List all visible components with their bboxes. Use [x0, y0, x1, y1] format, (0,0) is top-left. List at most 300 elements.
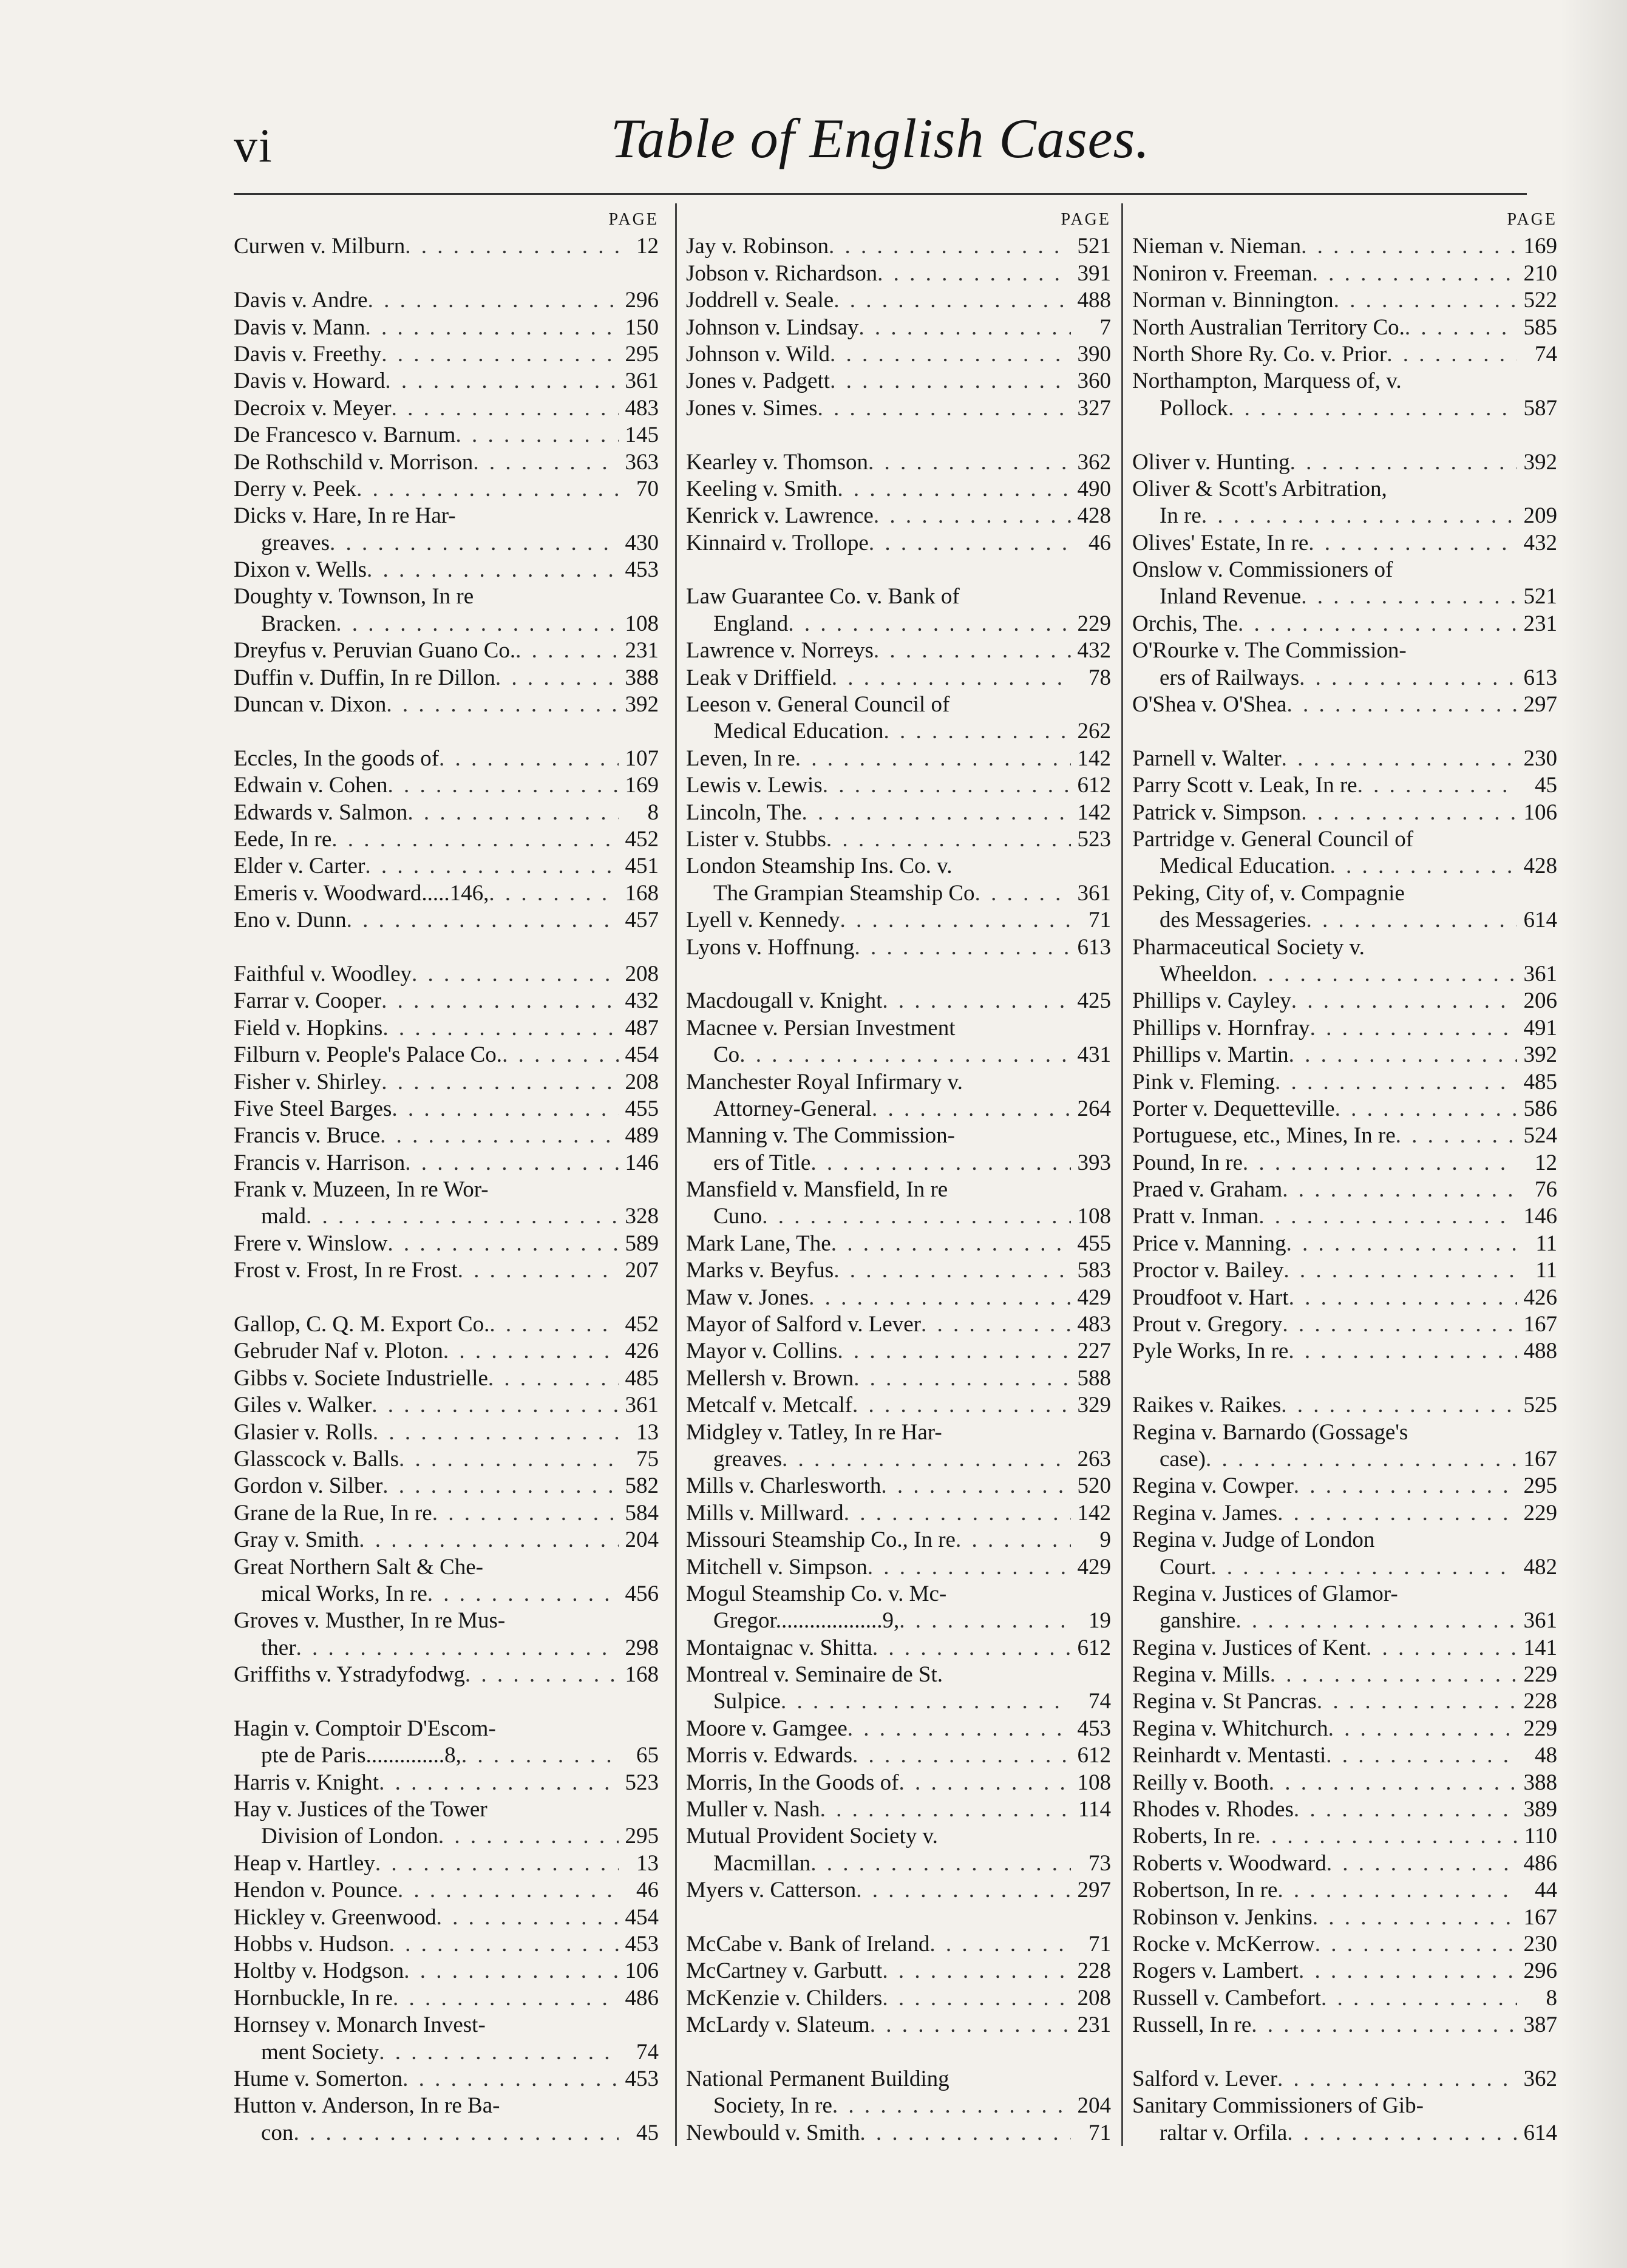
- case-entry: [686, 1365, 1111, 1392]
- case-entry: [686, 1716, 1111, 1742]
- leader-dots: [403, 2066, 619, 2093]
- section-gap: [686, 422, 1111, 449]
- case-entry: [686, 1419, 1111, 1446]
- case-entry: [234, 988, 659, 1014]
- case-name: Hornsey v. Monarch Invest-: [234, 2012, 486, 2038]
- case-name: Pink v. Fleming: [1132, 1069, 1275, 1095]
- page-column-label: PAGE: [1507, 210, 1557, 229]
- case-entry: [1132, 1257, 1557, 1284]
- case-name: Glasier v. Rolls: [234, 1419, 373, 1445]
- page-reference: 453: [625, 1932, 659, 1957]
- leader-dots: [1317, 1688, 1517, 1715]
- case-name: ers of Railways: [1160, 665, 1300, 690]
- case-entry: [1132, 691, 1557, 718]
- leader-dots: [881, 1473, 1071, 1499]
- page-reference: 231: [625, 638, 659, 664]
- case-name: National Permanent Building: [686, 2066, 949, 2091]
- leader-dots: [921, 1311, 1071, 1338]
- page-reference: 485: [625, 1365, 659, 1391]
- case-entry: [686, 1096, 1111, 1122]
- page-reference: 230: [1523, 745, 1557, 771]
- page-reference: 612: [1077, 1635, 1111, 1660]
- case-name: O'Rourke v. The Commission-: [1132, 638, 1407, 664]
- case-entry: [1132, 1150, 1557, 1176]
- page-reference: 11: [1535, 1231, 1557, 1256]
- leader-dots: [929, 1931, 1071, 1958]
- page-reference: 298: [625, 1635, 659, 1660]
- case-name: Lincoln, The: [686, 800, 802, 825]
- case-name: Onslow v. Commissioners of: [1132, 557, 1393, 583]
- case-name: Pratt v. Inman: [1132, 1204, 1259, 1229]
- case-entry: [234, 2066, 659, 2093]
- leader-dots: [832, 2093, 1071, 2119]
- page-reference: 229: [1077, 611, 1111, 636]
- case-entry: [234, 449, 659, 476]
- case-name: Mansfield v. Mansfield, In re: [686, 1177, 948, 1203]
- section-gap: [234, 934, 659, 961]
- case-entry: [686, 1285, 1111, 1311]
- leader-dots: [381, 341, 619, 368]
- case-name: London Steamship Ins. Co. v.: [686, 854, 953, 879]
- case-name: Regina v. Justices of Kent: [1132, 1635, 1366, 1660]
- leader-dots: [810, 1850, 1071, 1877]
- leader-dots: [1287, 2120, 1517, 2147]
- section-gap: [686, 961, 1111, 988]
- case-name: Cuno: [713, 1204, 763, 1229]
- leader-dots: [1326, 1742, 1517, 1769]
- leader-dots: [868, 449, 1071, 476]
- page-reference: 582: [625, 1473, 659, 1499]
- leader-dots: [405, 1150, 619, 1176]
- case-entry: [686, 530, 1111, 557]
- case-name: Manning v. The Commission-: [686, 1123, 955, 1149]
- section-gap: [234, 1688, 659, 1715]
- leader-dots: [739, 1042, 1071, 1068]
- case-entry: [1132, 557, 1557, 583]
- page-reference: 295: [1523, 1473, 1557, 1499]
- leader-dots: [1243, 1150, 1517, 1176]
- case-name: Derry v. Peek: [234, 476, 357, 501]
- case-name: McCartney v. Garbutt: [686, 1958, 883, 1984]
- case-column-2: [686, 206, 1111, 2147]
- page-reference: 230: [1523, 1932, 1557, 1957]
- case-entry: [234, 2120, 659, 2147]
- leader-dots: [427, 1581, 619, 1608]
- case-entry: [234, 1446, 659, 1473]
- page-reference: 208: [625, 961, 659, 986]
- case-entry: [234, 1419, 659, 1446]
- page-reference: 8: [1546, 1985, 1557, 2011]
- leader-dots: [883, 718, 1071, 745]
- case-entry: [234, 557, 659, 583]
- case-entry: [1132, 1096, 1557, 1122]
- case-name: Leak v Driffield: [686, 665, 832, 690]
- case-name: Frank v. Muzeen, In re Wor-: [234, 1177, 489, 1203]
- case-name: Reilly v. Booth: [1132, 1770, 1269, 1795]
- leader-dots: [455, 422, 619, 449]
- page-reference: 361: [1523, 1608, 1557, 1634]
- page-reference: 146: [1523, 1204, 1557, 1229]
- case-name: Oliver v. Hunting: [1132, 449, 1290, 475]
- case-name: Mills v. Millward: [686, 1500, 844, 1526]
- case-name: Division of London: [261, 1824, 438, 1849]
- page-reference: 208: [625, 1069, 659, 1095]
- case-entry: [1132, 1419, 1557, 1446]
- case-name: Francis v. Bruce: [234, 1123, 381, 1149]
- case-name: Porter v. Dequetteville: [1132, 1096, 1335, 1121]
- leader-dots: [852, 1742, 1071, 1769]
- page-reference: 490: [1077, 476, 1111, 501]
- leader-dots: [1301, 800, 1517, 826]
- case-entry: [1132, 314, 1557, 341]
- case-entry: [234, 1877, 659, 1904]
- case-name: De Rothschild v. Morrison: [234, 449, 474, 475]
- case-entry: [1132, 1877, 1557, 1904]
- leader-dots: [1282, 1176, 1517, 1203]
- page-reference: 108: [1077, 1770, 1111, 1795]
- page-reference: 295: [625, 341, 659, 367]
- case-entry: [234, 1635, 659, 1662]
- case-entry: [1132, 934, 1557, 961]
- case-name: Praed v. Graham: [1132, 1177, 1283, 1203]
- case-name: Farrar v. Cooper: [234, 988, 382, 1014]
- page-reference: 107: [625, 745, 659, 771]
- case-entry: [234, 691, 659, 718]
- case-entry: [1132, 988, 1557, 1014]
- case-name: Maw v. Jones: [686, 1285, 809, 1310]
- case-entry: [234, 476, 659, 503]
- leader-dots: [788, 611, 1071, 637]
- case-entry: [234, 395, 659, 422]
- page-reference: 431: [1077, 1042, 1111, 1068]
- page-reference: 74: [636, 2039, 659, 2065]
- case-entry: [1132, 1931, 1557, 1958]
- case-entry: [686, 449, 1111, 476]
- page-reference: 612: [1077, 1743, 1111, 1768]
- case-name: Duncan v. Dixon: [234, 692, 387, 718]
- leader-dots: [1387, 341, 1517, 368]
- page-reference: 45: [636, 2120, 659, 2145]
- case-name: Attorney-General: [713, 1096, 872, 1121]
- case-name: Metcalf v. Metcalf: [686, 1393, 852, 1418]
- case-entry: [1132, 1742, 1557, 1769]
- case-entry: [234, 961, 659, 988]
- leader-dots: [1277, 2066, 1517, 2093]
- leader-dots: [404, 1958, 619, 1984]
- case-name: Davis v. Andre: [234, 288, 368, 313]
- page-reference: 231: [1077, 2012, 1111, 2038]
- case-name: England: [713, 611, 789, 636]
- leader-dots: [306, 1203, 619, 1230]
- case-name: Edwards v. Salmon: [234, 800, 408, 825]
- case-entry: [686, 1662, 1111, 1688]
- case-name: Gregor...................9,: [713, 1608, 900, 1634]
- case-entry: [686, 2093, 1111, 2119]
- case-entry: [234, 1770, 659, 1796]
- page-reference: 523: [625, 1770, 659, 1795]
- case-name: Great Northern Salt & Che-: [234, 1554, 483, 1580]
- case-entry: [234, 907, 659, 934]
- leader-dots: [331, 826, 619, 853]
- page-reference: 487: [625, 1015, 659, 1041]
- page-reference: 208: [1077, 1985, 1111, 2011]
- leader-dots: [1228, 395, 1517, 422]
- case-entry: [686, 476, 1111, 503]
- leader-dots: [830, 341, 1071, 368]
- page-reference: 362: [1523, 2066, 1557, 2091]
- case-name: mald: [261, 1204, 306, 1229]
- case-entry: [234, 745, 659, 772]
- case-name: Doughty v. Townson, In re: [234, 584, 474, 609]
- page-reference: 361: [625, 1393, 659, 1418]
- case-name: Rhodes v. Rhodes: [1132, 1797, 1294, 1822]
- leader-dots: [439, 745, 619, 772]
- leader-dots: [882, 1985, 1071, 2012]
- case-entry: [234, 1742, 659, 1769]
- page-reference: 262: [1077, 719, 1111, 744]
- case-entry: [1132, 1176, 1557, 1203]
- case-name: Mutual Provident Society v.: [686, 1824, 938, 1849]
- case-name: Marks v. Beyfus: [686, 1258, 834, 1283]
- page-number: vi: [234, 119, 273, 172]
- page-reference: 584: [625, 1500, 659, 1526]
- case-name: Duffin v. Duffin, In re Dillon: [234, 665, 495, 690]
- case-name: Heap v. Hartley: [234, 1850, 375, 1876]
- case-entry: [686, 1850, 1111, 1877]
- case-name: Medical Education: [713, 719, 884, 744]
- leader-dots: [847, 1716, 1071, 1742]
- case-entry: [1132, 476, 1557, 503]
- page-reference: 19: [1089, 1608, 1111, 1634]
- page-reference: 457: [625, 908, 659, 933]
- case-entry: [234, 1042, 659, 1068]
- case-entry: [686, 341, 1111, 368]
- page-reference: 614: [1523, 2120, 1557, 2145]
- case-name: Mitchell v. Simpson: [686, 1554, 868, 1580]
- case-entry: [686, 1958, 1111, 1984]
- case-entry: [686, 637, 1111, 664]
- leader-dots: [293, 2120, 619, 2147]
- case-entry: [686, 314, 1111, 341]
- page-reference: 454: [625, 1042, 659, 1068]
- case-entry: [686, 1688, 1111, 1715]
- case-name: North Australian Territory Co.: [1132, 314, 1405, 340]
- leader-dots: [1201, 503, 1517, 529]
- case-name: Kenrick v. Lawrence: [686, 503, 874, 529]
- case-entry: [234, 583, 659, 610]
- leader-dots: [837, 476, 1071, 503]
- page-reference: 485: [1523, 1069, 1557, 1095]
- case-name: Wheeldon: [1160, 961, 1252, 986]
- page-reference: 455: [1077, 1231, 1111, 1256]
- case-entry: [1132, 1069, 1557, 1096]
- page-reference: 78: [1089, 665, 1111, 690]
- case-name: Law Guarantee Co. v. Bank of: [686, 584, 960, 609]
- case-entry: [686, 691, 1111, 718]
- leader-dots: [393, 1985, 619, 2012]
- leader-dots: [1405, 314, 1517, 341]
- leader-dots: [1283, 1257, 1517, 1284]
- leader-dots: [489, 1311, 619, 1338]
- case-entry: [234, 1850, 659, 1877]
- case-entry: [1132, 745, 1557, 772]
- case-entry: [686, 988, 1111, 1014]
- case-entry: [234, 800, 659, 826]
- page-reference: 613: [1077, 934, 1111, 960]
- leader-dots: [874, 503, 1071, 529]
- leader-dots: [818, 395, 1071, 422]
- leader-dots: [380, 1122, 619, 1149]
- case-name: Morris v. Edwards: [686, 1743, 853, 1768]
- leader-dots: [347, 907, 619, 934]
- case-name: Giles v. Walker: [234, 1393, 372, 1418]
- page-reference: 456: [625, 1581, 659, 1606]
- page-reference: 108: [1077, 1204, 1111, 1229]
- case-name: Montreal v. Seminaire de St.: [686, 1662, 943, 1688]
- case-name: ganshire: [1160, 1608, 1236, 1634]
- case-entry: [1132, 1608, 1557, 1634]
- page-reference: 389: [1523, 1797, 1557, 1822]
- case-name: Davis v. Mann: [234, 314, 365, 340]
- page-reference: 169: [625, 773, 659, 798]
- case-name: Rocke v. McKerrow: [1132, 1932, 1315, 1957]
- leader-dots: [1289, 1042, 1517, 1068]
- leader-dots: [1315, 1931, 1517, 1958]
- case-entry: [686, 1770, 1111, 1796]
- leader-dots: [1252, 961, 1517, 988]
- page-reference: 483: [625, 395, 659, 421]
- leader-dots: [882, 988, 1071, 1014]
- case-entry: [1132, 1473, 1557, 1499]
- case-name: Eccles, In the goods of: [234, 745, 440, 771]
- page-reference: 145: [625, 423, 659, 448]
- case-name: Mark Lane, The: [686, 1231, 831, 1256]
- leader-dots: [874, 637, 1071, 664]
- case-entry: [686, 1931, 1111, 1958]
- page-reference: 430: [625, 530, 659, 555]
- leader-dots: [465, 1662, 619, 1688]
- leader-dots: [855, 934, 1072, 961]
- case-entry: [1132, 961, 1557, 988]
- case-name: ther: [261, 1635, 296, 1660]
- leader-dots: [1299, 1958, 1517, 1984]
- leader-dots: [1294, 1796, 1517, 1823]
- leader-dots: [356, 476, 619, 503]
- case-name: Regina v. Justices of Glamor-: [1132, 1581, 1398, 1606]
- leader-dots: [372, 1392, 619, 1419]
- page-reference: 264: [1077, 1096, 1111, 1121]
- page-reference: 106: [625, 1958, 659, 1984]
- page-reference: 453: [1077, 1716, 1111, 1741]
- case-entry: [1132, 2066, 1557, 2093]
- case-entry: [234, 1231, 659, 1257]
- case-entry: [686, 1473, 1111, 1499]
- page-reference: 13: [636, 1850, 659, 1876]
- page-reference: 586: [1523, 1096, 1557, 1121]
- case-entry: [686, 1150, 1111, 1176]
- page-reference: 393: [1077, 1150, 1111, 1175]
- leader-dots: [1321, 1985, 1517, 2012]
- case-name: Mayor v. Collins: [686, 1339, 838, 1364]
- page-reference: 455: [625, 1096, 659, 1121]
- page-reference: 44: [1535, 1878, 1557, 1903]
- page-reference: 110: [1524, 1824, 1557, 1849]
- page-reference: 204: [1077, 2093, 1111, 2119]
- case-entry: [1132, 1823, 1557, 1850]
- case-name: Dreyfus v. Peruvian Guano Co.: [234, 638, 516, 664]
- case-name: Elder v. Carter: [234, 854, 365, 879]
- case-name: Bracken: [261, 611, 336, 636]
- case-entry: [234, 1096, 659, 1122]
- case-name: Noniron v. Freeman: [1132, 260, 1313, 286]
- case-name: Mellersh v. Brown: [686, 1365, 854, 1391]
- page-reference: 297: [1077, 1878, 1111, 1903]
- page-reference: 74: [1535, 341, 1557, 367]
- page-reference: 229: [1523, 1662, 1557, 1688]
- leader-dots: [1306, 907, 1517, 934]
- leader-dots: [1235, 1608, 1517, 1634]
- page-reference: 65: [636, 1743, 659, 1768]
- case-entry: [686, 233, 1111, 260]
- leader-dots: [368, 287, 619, 314]
- case-entry: [234, 1338, 659, 1365]
- page-reference: 451: [625, 854, 659, 879]
- page-reference: 228: [1077, 1958, 1111, 1984]
- page-reference: 229: [1523, 1716, 1557, 1741]
- case-name: case): [1160, 1446, 1206, 1472]
- case-entry: [1132, 1850, 1557, 1877]
- case-name: Sulpice: [713, 1689, 781, 1714]
- page-reference: 227: [1077, 1339, 1111, 1364]
- leader-dots: [436, 1904, 619, 1931]
- case-name: Hutton v. Anderson, In re Ba-: [234, 2093, 500, 2119]
- case-entry: [1132, 611, 1557, 637]
- case-entry: [234, 1958, 659, 1984]
- header-rule: [234, 193, 1527, 195]
- case-name: Hendon v. Pounce: [234, 1878, 398, 1903]
- case-entry: [234, 1931, 659, 1958]
- leader-dots: [382, 1473, 619, 1499]
- case-entry: [1132, 583, 1557, 610]
- case-name: Russell, In re: [1132, 2012, 1252, 2038]
- page-reference: 150: [625, 314, 659, 340]
- leader-dots: [898, 1770, 1071, 1796]
- case-entry: [686, 611, 1111, 637]
- case-entry: [1132, 1042, 1557, 1068]
- case-name: Decroix v. Meyer: [234, 395, 392, 421]
- page-reference: 521: [1523, 584, 1557, 609]
- leader-dots: [359, 1527, 619, 1553]
- case-entry: [1132, 1285, 1557, 1311]
- case-entry: [234, 1716, 659, 1742]
- case-entry: [1132, 853, 1557, 880]
- leader-dots: [781, 1688, 1071, 1715]
- case-name: North Shore Ry. Co. v. Prior: [1132, 341, 1387, 367]
- case-name: Parry Scott v. Leak, In re: [1132, 773, 1357, 798]
- case-entry: [234, 368, 659, 395]
- case-name: Inland Revenue: [1160, 584, 1302, 609]
- leader-dots: [860, 2120, 1071, 2147]
- page-reference: 588: [1077, 1365, 1111, 1391]
- case-entry: [686, 1554, 1111, 1581]
- case-name: Jay v. Robinson: [686, 234, 829, 259]
- case-name: pte de Paris..............8,: [261, 1743, 461, 1768]
- case-entry: [1132, 1635, 1557, 1662]
- page-reference: 142: [1077, 1500, 1111, 1526]
- case-entry: [1132, 341, 1557, 368]
- case-entry: [686, 2120, 1111, 2147]
- leader-dots: [856, 1877, 1071, 1904]
